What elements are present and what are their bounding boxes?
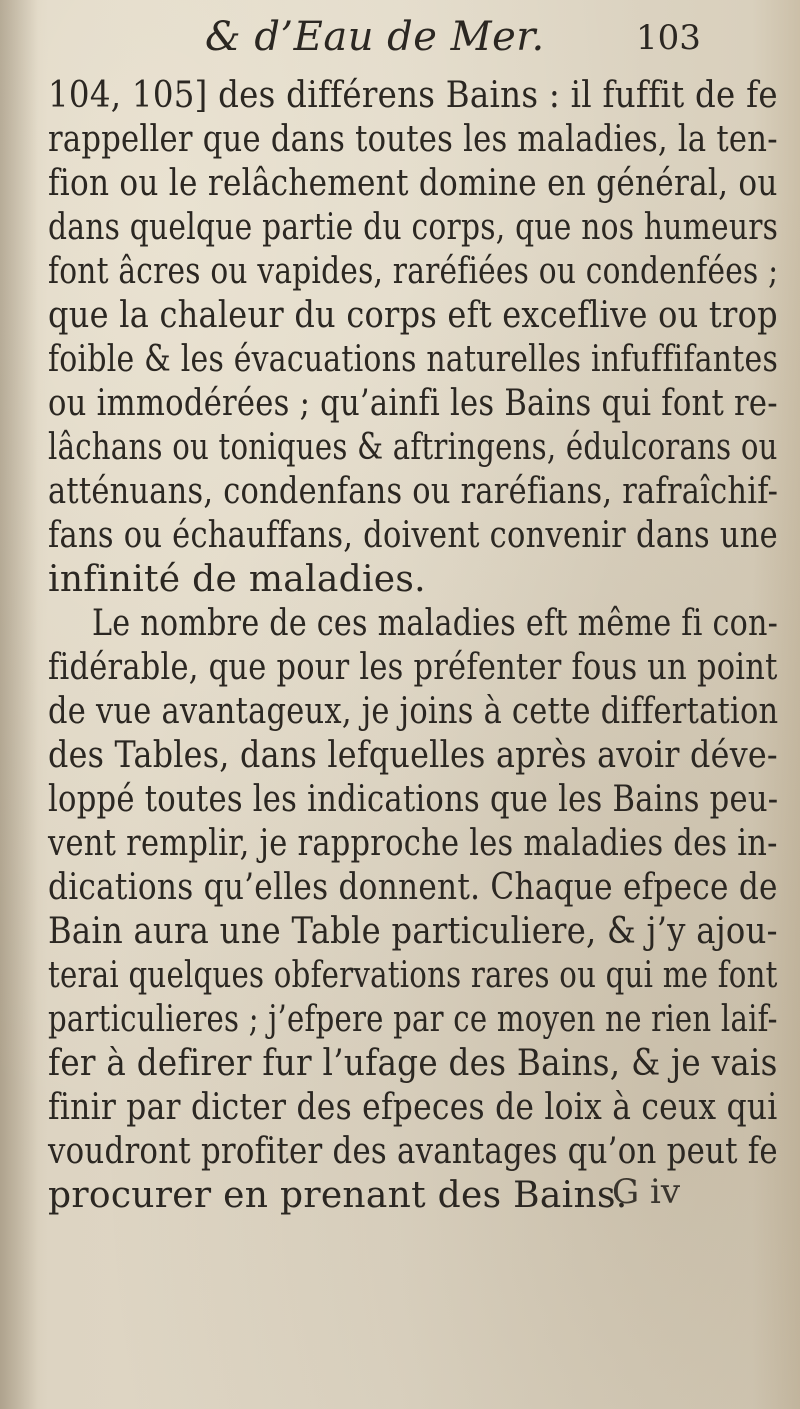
text-line: terai quelques obfervations rares ou qui me font (48, 955, 778, 996)
text-line: ou immodérées ; qu’ainfi les Bains qui font re- (48, 383, 778, 424)
text-line: que la chaleur du corps eft exceflive ou trop (48, 295, 778, 336)
text-line: 104, 105] des différens Bains : il fuffit de fe (48, 75, 778, 116)
text-line: des Tables, dans lefquelles après avoir déve- (48, 735, 778, 776)
text-line: Le nombre de ces maladies eft même fi con- (92, 603, 779, 644)
text-line: dans quelque partie du corps, que nos humeurs (48, 207, 779, 248)
text-line: font âcres ou vapides, raréfiées ou condenfées ; (48, 251, 779, 292)
text-line: fans ou échauffans, doivent convenir dans une (48, 515, 778, 556)
signature-mark: G iv (612, 1172, 681, 1212)
text-line: fer à defirer fur l’ufage des Bains, & je vais (48, 1043, 778, 1084)
text-line: Bain aura une Table particuliere, & j’y ajou- (48, 911, 778, 952)
text-line: fidérable, que pour les préfenter fous un point (48, 647, 778, 688)
text-line: loppé toutes les indications que les Bains peu- (48, 779, 779, 820)
text-line: finir par dicter des efpeces de loix à ceux qui (48, 1087, 778, 1128)
text-line: fion ou le relâchement domine en général, ou (48, 163, 778, 204)
text-line: procurer en prenant des Bains. (48, 1175, 628, 1216)
text-line: infinité de maladies. (48, 559, 426, 600)
text-line: dications qu’elles donnent. Chaque efpece de (48, 867, 778, 908)
text-line: particulieres ; j’efpere par ce moyen ne rien laif- (48, 999, 778, 1040)
text-line: de vue avantageux, je joins à cette differtation (48, 691, 779, 732)
text-line: rappeller que dans toutes les maladies, la ten- (48, 119, 778, 160)
page-header (0, 14, 800, 66)
text-line: foible & les évacuations naturelles infuffifantes (48, 339, 779, 380)
text-line: lâchans ou toniques & aftringens, édulcorans ou (48, 427, 778, 468)
text-line: voudront profiter des avantages qu’on peut fe (48, 1131, 778, 1172)
text-line: vent remplir, je rapproche les maladies des in- (48, 823, 778, 864)
text-line: atténuans, condenfans ou raréfians, rafraîchif- (48, 471, 779, 512)
page-number: 103 (636, 18, 701, 58)
running-title: & d’Eau de Mer. (205, 14, 545, 60)
binding-shadow (0, 0, 38, 1409)
